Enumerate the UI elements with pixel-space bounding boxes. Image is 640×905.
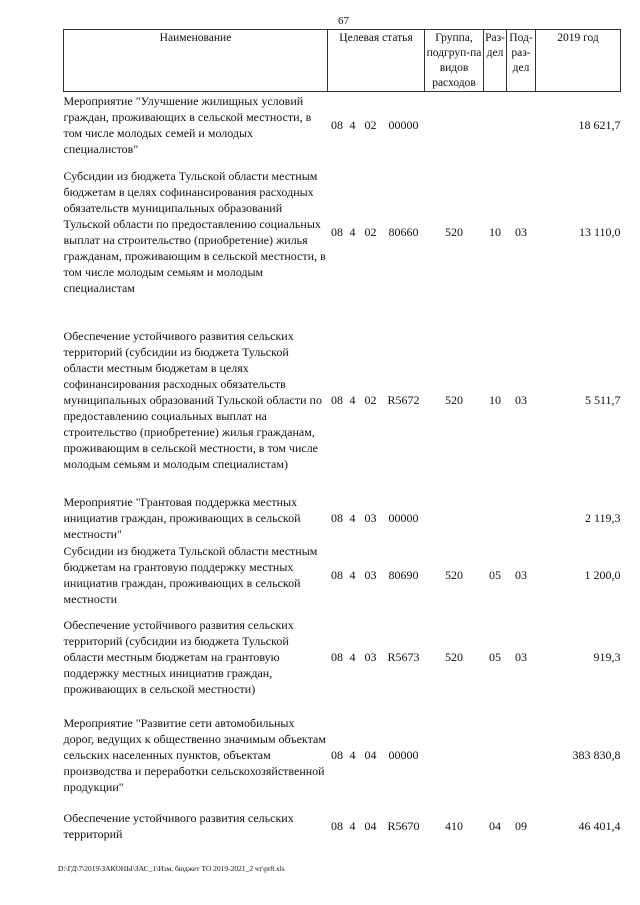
row-target-code: 00000 — [388, 747, 419, 762]
row-target-code: 00000 — [388, 117, 419, 132]
row-name: Субсидии из бюджета Тульской области местным бюджетам в целях софинансирования расходных обязательств муниципальных образований Тульской области по предоставлению социальных выплат на строительство (приобретение) жилья гражданам, проживающим в сельской местности, в том числе молодым семьям и молодым специалистам — [63, 168, 326, 295]
row-section — [484, 494, 507, 542]
row-target-program: 08 — [331, 392, 343, 407]
table-row — [64, 494, 621, 542]
row-subsection — [507, 494, 536, 542]
row-target-subprogram: 4 — [349, 392, 356, 407]
row-target-program: 08 — [331, 224, 343, 239]
row-name: Обеспечение устойчивого развития сельских территорий (субсидии из бюджета Тульской области местным бюджетам в целях софинансирования расходных обязательств муниципальных образований Тульской области по предоставлению социальных выплат на строительство (приобретение) жилья гражданам, проживающим в сельской местности, в том числе молодым семьям и молодым специалистам) — [63, 328, 322, 471]
page-number: 67 — [338, 15, 349, 27]
row-value: 2 119,3 — [584, 510, 621, 525]
row-target-event: 02 — [364, 224, 377, 239]
row-name: Мероприятие "Улучшение жилищных условий граждан, проживающих в сельской местности, в том числе молодых семей и молодых специалистов" — [63, 93, 312, 156]
row-target-code: 80690 — [388, 567, 419, 582]
row-value: 919,3 — [593, 649, 621, 664]
row-section: 10 — [489, 392, 501, 407]
row-target-code: 00000 — [388, 510, 419, 525]
row-value: 46 401,4 — [578, 818, 621, 833]
header-group: Группа, подгруп-па видов расходов — [425, 30, 484, 92]
row-target-subprogram: 4 — [349, 818, 356, 833]
row-section — [484, 706, 507, 804]
row-target-program: 08 — [331, 649, 343, 664]
row-group — [425, 706, 484, 804]
row-target-program: 08 — [331, 117, 343, 132]
header-name: Наименование — [64, 30, 328, 92]
row-target-event: 03 — [364, 510, 377, 525]
row-section — [484, 92, 507, 158]
table-row — [64, 542, 621, 608]
header-subsection: Под-раз-дел — [507, 30, 536, 92]
header-year: 2019 год — [536, 30, 621, 92]
table-row — [64, 306, 621, 494]
row-value: 5 511,7 — [584, 392, 621, 407]
row-target-program: 08 — [331, 567, 343, 582]
table-row — [64, 706, 621, 804]
row-section: 05 — [489, 567, 501, 582]
row-target-event: 02 — [364, 117, 377, 132]
table-row — [64, 92, 621, 158]
row-target-subprogram: 4 — [349, 747, 356, 762]
row-value: 1 200,0 — [584, 567, 621, 582]
row-subsection: 03 — [515, 224, 527, 239]
row-name: Обеспечение устойчивого развития сельских территорий — [63, 810, 294, 841]
row-group: 520 — [445, 649, 463, 664]
row-target-event: 04 — [364, 818, 377, 833]
row-group: 520 — [445, 567, 463, 582]
row-target-program: 08 — [331, 510, 343, 525]
row-target-event: 02 — [364, 392, 377, 407]
row-group: 520 — [445, 392, 463, 407]
row-target-code: R5672 — [387, 392, 420, 407]
row-target-subprogram: 4 — [349, 117, 356, 132]
row-subsection: 03 — [515, 649, 527, 664]
row-target-subprogram: 4 — [349, 567, 356, 582]
header-section: Раз-дел — [484, 30, 507, 92]
row-target-event: 03 — [364, 649, 377, 664]
row-target-code: 80660 — [388, 224, 419, 239]
row-value: 13 110,0 — [578, 224, 621, 239]
row-subsection — [507, 92, 536, 158]
row-subsection: 03 — [515, 567, 527, 582]
row-name: Субсидии из бюджета Тульской области местным бюджетам на грантовую поддержку местных инициатив граждан, проживающих в сельской местности — [63, 543, 318, 606]
table-row — [64, 158, 621, 306]
row-target-event: 03 — [364, 567, 377, 582]
row-subsection — [507, 706, 536, 804]
row-target-code: R5673 — [387, 649, 420, 664]
budget-table — [63, 29, 621, 848]
row-subsection: 03 — [515, 392, 527, 407]
table-row — [64, 608, 621, 706]
row-section: 04 — [489, 818, 501, 833]
row-group: 410 — [445, 818, 463, 833]
row-section: 05 — [489, 649, 501, 664]
row-target-subprogram: 4 — [349, 224, 356, 239]
row-value: 18 621,7 — [578, 117, 621, 132]
header-target: Целевая статья — [328, 30, 425, 92]
row-target-subprogram: 4 — [349, 510, 356, 525]
row-target-code: R5670 — [387, 818, 420, 833]
row-value: 383 830,8 — [572, 747, 621, 762]
row-name: Мероприятие "Развитие сети автомобильных дорог, ведущих к общественно значимым объектам сельских населенных пунктов, объектам производства и переработки сельскохозяйственной продукции" — [63, 715, 326, 794]
row-group — [425, 494, 484, 542]
row-group: 520 — [445, 224, 463, 239]
table-row — [64, 804, 621, 848]
row-target-program: 08 — [331, 747, 343, 762]
row-target-program: 08 — [331, 818, 343, 833]
row-group — [425, 92, 484, 158]
row-name: Обеспечение устойчивого развития сельских территорий (субсидии из бюджета Тульской области местным бюджетам на грантовую поддержку местных инициатив граждан, проживающих в сельской местности) — [63, 617, 294, 696]
file-path-footer: D:\ГД\7\2019\ЗАКОНЫ\ЗАС_1\Изм. бюджет ТО 2019-2021_2 чт\pr8.xls — [58, 864, 285, 873]
row-name: Мероприятие "Грантовая поддержка местных инициатив граждан, проживающих в сельской местности" — [63, 494, 301, 541]
table-header-row — [64, 30, 621, 92]
row-target-event: 04 — [364, 747, 377, 762]
row-subsection: 09 — [515, 818, 527, 833]
row-section: 10 — [489, 224, 501, 239]
row-target-subprogram: 4 — [349, 649, 356, 664]
